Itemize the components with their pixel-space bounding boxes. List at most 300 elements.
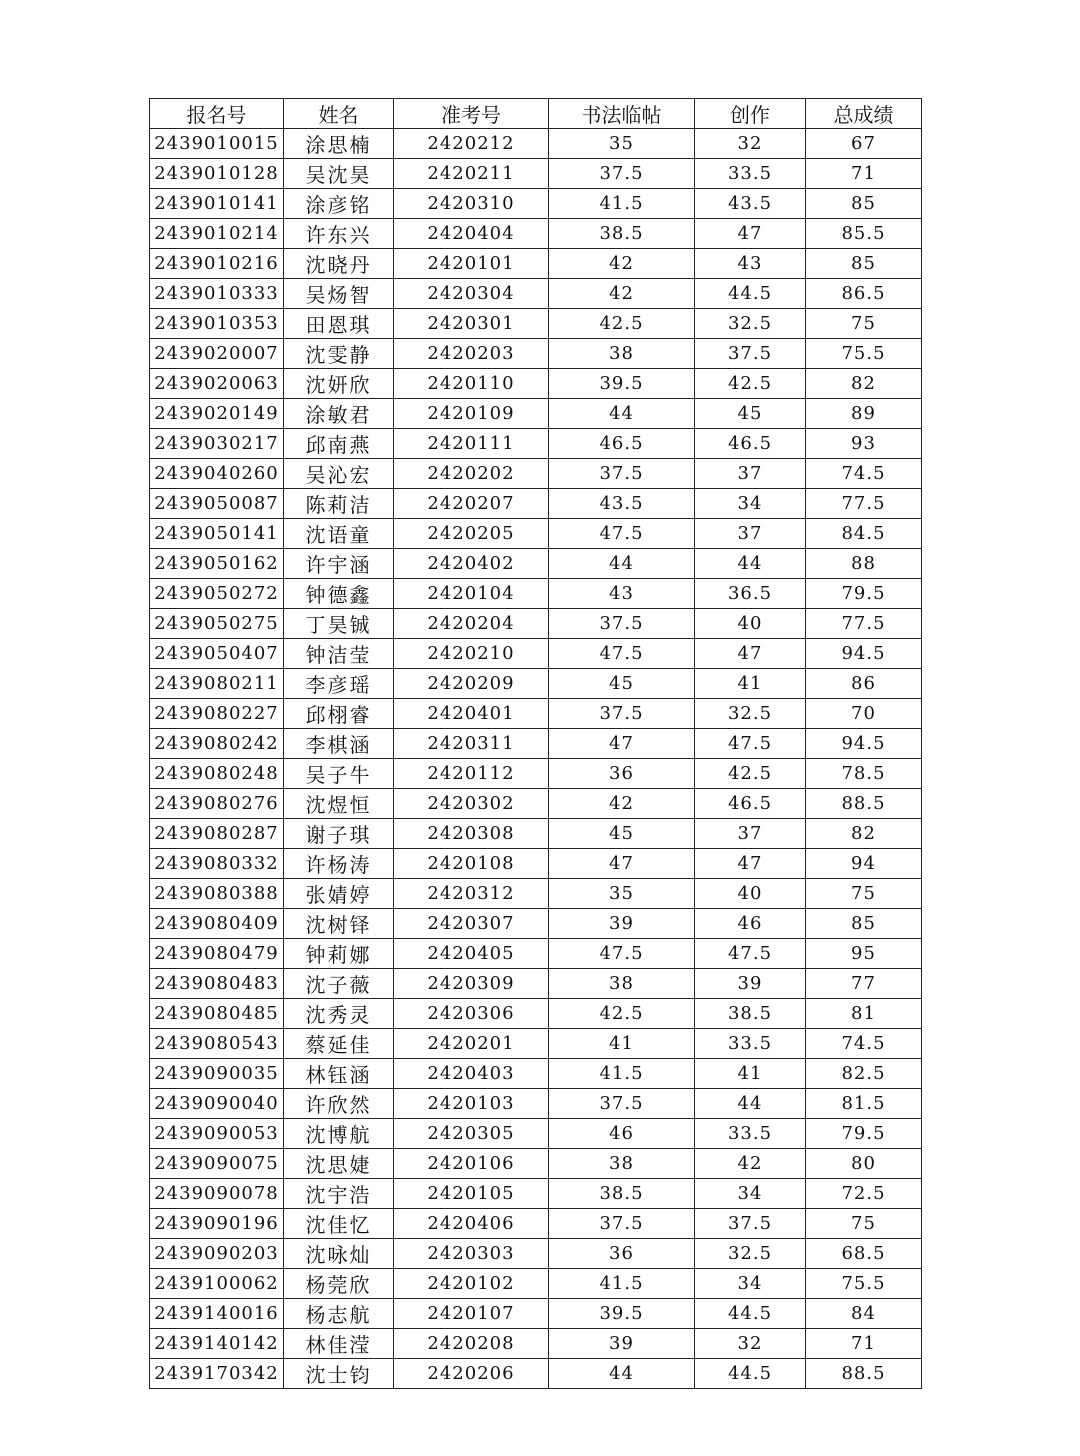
name-cell: 沈晓丹	[284, 249, 394, 279]
registration-number-cell: 2439010333	[150, 279, 284, 309]
exam-number-cell: 2420301	[394, 309, 549, 339]
creation-cell: 41	[695, 1059, 806, 1089]
table-header-row	[150, 99, 922, 129]
exam-number-cell: 2420102	[394, 1269, 549, 1299]
name-cell: 李彦瑶	[284, 669, 394, 699]
table-row	[150, 1179, 922, 1209]
total-score-cell: 82.5	[806, 1059, 922, 1089]
name-cell: 邱栩睿	[284, 699, 394, 729]
registration-number-cell: 2439050087	[150, 489, 284, 519]
calligraphy-copy-cell: 47.5	[549, 939, 695, 969]
total-score-cell: 71	[806, 159, 922, 189]
exam-number-cell: 2420406	[394, 1209, 549, 1239]
calligraphy-copy-cell: 45	[549, 819, 695, 849]
total-score-cell: 84.5	[806, 519, 922, 549]
table-row	[150, 969, 922, 999]
calligraphy-copy-cell: 42	[549, 249, 695, 279]
creation-cell: 34	[695, 1269, 806, 1299]
exam-number-cell: 2420302	[394, 789, 549, 819]
exam-number-cell: 2420202	[394, 459, 549, 489]
name-cell: 沈佳忆	[284, 1209, 394, 1239]
total-score-cell: 88	[806, 549, 922, 579]
table-row	[150, 279, 922, 309]
name-cell: 杨莞欣	[284, 1269, 394, 1299]
calligraphy-copy-cell: 42.5	[549, 309, 695, 339]
creation-cell: 37.5	[695, 1209, 806, 1239]
registration-number-cell: 2439080483	[150, 969, 284, 999]
exam-number-cell: 2420108	[394, 849, 549, 879]
header-registration-number: 报名号	[150, 99, 284, 129]
table-row	[150, 1209, 922, 1239]
exam-number-cell: 2420401	[394, 699, 549, 729]
total-score-cell: 75	[806, 1209, 922, 1239]
table-row	[150, 579, 922, 609]
registration-number-cell: 2439010128	[150, 159, 284, 189]
name-cell: 丁昊铖	[284, 609, 394, 639]
exam-number-cell: 2420207	[394, 489, 549, 519]
creation-cell: 45	[695, 399, 806, 429]
total-score-cell: 85	[806, 909, 922, 939]
registration-number-cell: 2439080332	[150, 849, 284, 879]
total-score-cell: 74.5	[806, 459, 922, 489]
exam-number-cell: 2420112	[394, 759, 549, 789]
total-score-cell: 75.5	[806, 339, 922, 369]
table-row	[150, 189, 922, 219]
exam-number-cell: 2420305	[394, 1119, 549, 1149]
creation-cell: 41	[695, 669, 806, 699]
creation-cell: 34	[695, 489, 806, 519]
creation-cell: 33.5	[695, 159, 806, 189]
registration-number-cell: 2439080211	[150, 669, 284, 699]
total-score-cell: 75	[806, 879, 922, 909]
calligraphy-copy-cell: 42	[549, 279, 695, 309]
table-row	[150, 369, 922, 399]
name-cell: 钟莉娜	[284, 939, 394, 969]
name-cell: 谢子琪	[284, 819, 394, 849]
calligraphy-copy-cell: 38.5	[549, 219, 695, 249]
creation-cell: 40	[695, 609, 806, 639]
table-row	[150, 129, 922, 159]
total-score-cell: 86.5	[806, 279, 922, 309]
table-row	[150, 489, 922, 519]
table-row	[150, 1299, 922, 1329]
calligraphy-copy-cell: 37.5	[549, 699, 695, 729]
calligraphy-copy-cell: 42.5	[549, 999, 695, 1029]
table-row	[150, 639, 922, 669]
exam-number-cell: 2420103	[394, 1089, 549, 1119]
creation-cell: 33.5	[695, 1029, 806, 1059]
creation-cell: 47.5	[695, 729, 806, 759]
creation-cell: 44.5	[695, 279, 806, 309]
total-score-cell: 81.5	[806, 1089, 922, 1119]
creation-cell: 33.5	[695, 1119, 806, 1149]
table-row	[150, 1089, 922, 1119]
creation-cell: 37.5	[695, 339, 806, 369]
exam-number-cell: 2420304	[394, 279, 549, 309]
name-cell: 林佳滢	[284, 1329, 394, 1359]
name-cell: 许东兴	[284, 219, 394, 249]
name-cell: 吴沈昊	[284, 159, 394, 189]
creation-cell: 46.5	[695, 429, 806, 459]
table-row	[150, 789, 922, 819]
calligraphy-copy-cell: 46	[549, 1119, 695, 1149]
creation-cell: 32	[695, 129, 806, 159]
table-row	[150, 939, 922, 969]
total-score-cell: 75	[806, 309, 922, 339]
name-cell: 钟德鑫	[284, 579, 394, 609]
calligraphy-copy-cell: 47.5	[549, 639, 695, 669]
total-score-cell: 85	[806, 249, 922, 279]
creation-cell: 46	[695, 909, 806, 939]
total-score-cell: 93	[806, 429, 922, 459]
registration-number-cell: 2439080242	[150, 729, 284, 759]
creation-cell: 44	[695, 549, 806, 579]
exam-number-cell: 2420403	[394, 1059, 549, 1089]
total-score-cell: 68.5	[806, 1239, 922, 1269]
registration-number-cell: 2439010141	[150, 189, 284, 219]
table-row	[150, 669, 922, 699]
calligraphy-copy-cell: 41	[549, 1029, 695, 1059]
exam-number-cell: 2420111	[394, 429, 549, 459]
total-score-cell: 94	[806, 849, 922, 879]
calligraphy-copy-cell: 46.5	[549, 429, 695, 459]
creation-cell: 44.5	[695, 1299, 806, 1329]
creation-cell: 42	[695, 1149, 806, 1179]
registration-number-cell: 2439170342	[150, 1359, 284, 1389]
exam-number-cell: 2420106	[394, 1149, 549, 1179]
calligraphy-copy-cell: 42	[549, 789, 695, 819]
table-row	[150, 429, 922, 459]
creation-cell: 39	[695, 969, 806, 999]
total-score-cell: 88.5	[806, 1359, 922, 1389]
registration-number-cell: 2439100062	[150, 1269, 284, 1299]
creation-cell: 32.5	[695, 309, 806, 339]
total-score-cell: 82	[806, 369, 922, 399]
name-cell: 许欣然	[284, 1089, 394, 1119]
registration-number-cell: 2439050141	[150, 519, 284, 549]
name-cell: 沈树铎	[284, 909, 394, 939]
calligraphy-copy-cell: 37.5	[549, 609, 695, 639]
name-cell: 蔡延佳	[284, 1029, 394, 1059]
calligraphy-copy-cell: 37.5	[549, 1089, 695, 1119]
name-cell: 陈莉洁	[284, 489, 394, 519]
table-row	[150, 1149, 922, 1179]
total-score-cell: 77.5	[806, 609, 922, 639]
calligraphy-copy-cell: 41.5	[549, 1059, 695, 1089]
table-row	[150, 609, 922, 639]
creation-cell: 34	[695, 1179, 806, 1209]
total-score-cell: 95	[806, 939, 922, 969]
exam-number-cell: 2420309	[394, 969, 549, 999]
table-row	[150, 219, 922, 249]
name-cell: 沈煜恒	[284, 789, 394, 819]
registration-number-cell: 2439020007	[150, 339, 284, 369]
creation-cell: 42.5	[695, 369, 806, 399]
registration-number-cell: 2439020149	[150, 399, 284, 429]
creation-cell: 43	[695, 249, 806, 279]
table-row	[150, 1239, 922, 1269]
name-cell: 许宇涵	[284, 549, 394, 579]
name-cell: 沈宇浩	[284, 1179, 394, 1209]
registration-number-cell: 2439090075	[150, 1149, 284, 1179]
creation-cell: 38.5	[695, 999, 806, 1029]
exam-number-cell: 2420104	[394, 579, 549, 609]
exam-number-cell: 2420204	[394, 609, 549, 639]
calligraphy-copy-cell: 38	[549, 969, 695, 999]
exam-number-cell: 2420402	[394, 549, 549, 579]
creation-cell: 32.5	[695, 1239, 806, 1269]
total-score-cell: 75.5	[806, 1269, 922, 1299]
header-total-score: 总成绩	[806, 99, 922, 129]
table-row	[150, 339, 922, 369]
registration-number-cell: 2439080388	[150, 879, 284, 909]
calligraphy-copy-cell: 41.5	[549, 189, 695, 219]
name-cell: 沈博航	[284, 1119, 394, 1149]
registration-number-cell: 2439050162	[150, 549, 284, 579]
exam-number-cell: 2420308	[394, 819, 549, 849]
calligraphy-copy-cell: 41.5	[549, 1269, 695, 1299]
exam-number-cell: 2420310	[394, 189, 549, 219]
table-row	[150, 699, 922, 729]
table-row	[150, 819, 922, 849]
table-row	[150, 879, 922, 909]
calligraphy-copy-cell: 44	[549, 399, 695, 429]
table-row	[150, 729, 922, 759]
header-creation: 创作	[695, 99, 806, 129]
name-cell: 邱南燕	[284, 429, 394, 459]
name-cell: 沈妍欣	[284, 369, 394, 399]
calligraphy-copy-cell: 39	[549, 1329, 695, 1359]
registration-number-cell: 2439010216	[150, 249, 284, 279]
creation-cell: 47	[695, 219, 806, 249]
name-cell: 田恩琪	[284, 309, 394, 339]
total-score-cell: 84	[806, 1299, 922, 1329]
creation-cell: 37	[695, 819, 806, 849]
exam-number-cell: 2420110	[394, 369, 549, 399]
total-score-cell: 78.5	[806, 759, 922, 789]
header-exam-number: 准考号	[394, 99, 549, 129]
exam-number-cell: 2420404	[394, 219, 549, 249]
creation-cell: 37	[695, 519, 806, 549]
name-cell: 涂彦铭	[284, 189, 394, 219]
calligraphy-copy-cell: 37.5	[549, 1209, 695, 1239]
registration-number-cell: 2439090040	[150, 1089, 284, 1119]
exam-number-cell: 2420206	[394, 1359, 549, 1389]
total-score-cell: 86	[806, 669, 922, 699]
exam-number-cell: 2420405	[394, 939, 549, 969]
registration-number-cell: 2439090203	[150, 1239, 284, 1269]
name-cell: 涂思楠	[284, 129, 394, 159]
total-score-cell: 71	[806, 1329, 922, 1359]
table-row	[150, 759, 922, 789]
name-cell: 沈思婕	[284, 1149, 394, 1179]
table-row	[150, 1269, 922, 1299]
total-score-cell: 77	[806, 969, 922, 999]
registration-number-cell: 2439080227	[150, 699, 284, 729]
calligraphy-copy-cell: 47	[549, 849, 695, 879]
total-score-cell: 72.5	[806, 1179, 922, 1209]
registration-number-cell: 2439080287	[150, 819, 284, 849]
table-row	[150, 159, 922, 189]
total-score-cell: 77.5	[806, 489, 922, 519]
exam-number-cell: 2420201	[394, 1029, 549, 1059]
table-row	[150, 249, 922, 279]
table-row	[150, 909, 922, 939]
name-cell: 林钰涵	[284, 1059, 394, 1089]
total-score-cell: 88.5	[806, 789, 922, 819]
exam-number-cell: 2420101	[394, 249, 549, 279]
total-score-cell: 74.5	[806, 1029, 922, 1059]
table-row	[150, 459, 922, 489]
creation-cell: 32.5	[695, 699, 806, 729]
table-row	[150, 1359, 922, 1389]
total-score-cell: 85	[806, 189, 922, 219]
exam-number-cell: 2420210	[394, 639, 549, 669]
creation-cell: 37	[695, 459, 806, 489]
total-score-cell: 80	[806, 1149, 922, 1179]
total-score-cell: 94.5	[806, 639, 922, 669]
total-score-cell: 82	[806, 819, 922, 849]
registration-number-cell: 2439080409	[150, 909, 284, 939]
calligraphy-copy-cell: 44	[549, 1359, 695, 1389]
name-cell: 沈咏灿	[284, 1239, 394, 1269]
exam-number-cell: 2420306	[394, 999, 549, 1029]
creation-cell: 46.5	[695, 789, 806, 819]
calligraphy-copy-cell: 38	[549, 339, 695, 369]
calligraphy-copy-cell: 43	[549, 579, 695, 609]
registration-number-cell: 2439080479	[150, 939, 284, 969]
exam-number-cell: 2420312	[394, 879, 549, 909]
registration-number-cell: 2439140142	[150, 1329, 284, 1359]
calligraphy-copy-cell: 43.5	[549, 489, 695, 519]
exam-number-cell: 2420209	[394, 669, 549, 699]
registration-number-cell: 2439080543	[150, 1029, 284, 1059]
exam-number-cell: 2420303	[394, 1239, 549, 1269]
calligraphy-copy-cell: 36	[549, 759, 695, 789]
creation-cell: 42.5	[695, 759, 806, 789]
exam-number-cell: 2420205	[394, 519, 549, 549]
name-cell: 吴子牛	[284, 759, 394, 789]
creation-cell: 44	[695, 1089, 806, 1119]
exam-number-cell: 2420109	[394, 399, 549, 429]
exam-number-cell: 2420208	[394, 1329, 549, 1359]
calligraphy-copy-cell: 39.5	[549, 1299, 695, 1329]
table-row	[150, 849, 922, 879]
table-body	[150, 129, 922, 1389]
calligraphy-copy-cell: 36	[549, 1239, 695, 1269]
creation-cell: 47	[695, 849, 806, 879]
score-table	[149, 98, 922, 1389]
creation-cell: 43.5	[695, 189, 806, 219]
name-cell: 沈子薇	[284, 969, 394, 999]
exam-number-cell: 2420212	[394, 129, 549, 159]
table-row	[150, 519, 922, 549]
calligraphy-copy-cell: 35	[549, 129, 695, 159]
table-row	[150, 1329, 922, 1359]
registration-number-cell: 2439090053	[150, 1119, 284, 1149]
registration-number-cell: 2439080248	[150, 759, 284, 789]
header-calligraphy-copy: 书法临帖	[549, 99, 695, 129]
header-name: 姓名	[284, 99, 394, 129]
name-cell: 沈秀灵	[284, 999, 394, 1029]
registration-number-cell: 2439080276	[150, 789, 284, 819]
registration-number-cell: 2439080485	[150, 999, 284, 1029]
calligraphy-copy-cell: 37.5	[549, 459, 695, 489]
name-cell: 沈雯静	[284, 339, 394, 369]
name-cell: 钟洁莹	[284, 639, 394, 669]
total-score-cell: 94.5	[806, 729, 922, 759]
total-score-cell: 81	[806, 999, 922, 1029]
name-cell: 许杨涛	[284, 849, 394, 879]
exam-number-cell: 2420311	[394, 729, 549, 759]
table-row	[150, 1119, 922, 1149]
table-row	[150, 399, 922, 429]
creation-cell: 40	[695, 879, 806, 909]
creation-cell: 44.5	[695, 1359, 806, 1389]
table-row	[150, 1059, 922, 1089]
table-row	[150, 1029, 922, 1059]
calligraphy-copy-cell: 37.5	[549, 159, 695, 189]
calligraphy-copy-cell: 44	[549, 549, 695, 579]
registration-number-cell: 2439010214	[150, 219, 284, 249]
registration-number-cell: 2439050407	[150, 639, 284, 669]
table-row	[150, 549, 922, 579]
name-cell: 沈士钧	[284, 1359, 394, 1389]
calligraphy-copy-cell: 45	[549, 669, 695, 699]
calligraphy-copy-cell: 47.5	[549, 519, 695, 549]
total-score-cell: 89	[806, 399, 922, 429]
registration-number-cell: 2439090078	[150, 1179, 284, 1209]
creation-cell: 32	[695, 1329, 806, 1359]
exam-number-cell: 2420105	[394, 1179, 549, 1209]
exam-number-cell: 2420211	[394, 159, 549, 189]
name-cell: 吴沁宏	[284, 459, 394, 489]
creation-cell: 36.5	[695, 579, 806, 609]
calligraphy-copy-cell: 38	[549, 1149, 695, 1179]
table-row	[150, 999, 922, 1029]
exam-number-cell: 2420203	[394, 339, 549, 369]
name-cell: 涂敏君	[284, 399, 394, 429]
creation-cell: 47	[695, 639, 806, 669]
name-cell: 张婧婷	[284, 879, 394, 909]
name-cell: 李棋涵	[284, 729, 394, 759]
calligraphy-copy-cell: 39	[549, 909, 695, 939]
name-cell: 吴炀智	[284, 279, 394, 309]
calligraphy-copy-cell: 47	[549, 729, 695, 759]
calligraphy-copy-cell: 39.5	[549, 369, 695, 399]
registration-number-cell: 2439010353	[150, 309, 284, 339]
calligraphy-copy-cell: 35	[549, 879, 695, 909]
total-score-cell: 67	[806, 129, 922, 159]
creation-cell: 47.5	[695, 939, 806, 969]
total-score-cell: 70	[806, 699, 922, 729]
calligraphy-copy-cell: 38.5	[549, 1179, 695, 1209]
registration-number-cell: 2439090035	[150, 1059, 284, 1089]
registration-number-cell: 2439010015	[150, 129, 284, 159]
registration-number-cell: 2439020063	[150, 369, 284, 399]
registration-number-cell: 2439140016	[150, 1299, 284, 1329]
registration-number-cell: 2439040260	[150, 459, 284, 489]
name-cell: 杨志航	[284, 1299, 394, 1329]
registration-number-cell: 2439030217	[150, 429, 284, 459]
total-score-cell: 79.5	[806, 579, 922, 609]
total-score-cell: 79.5	[806, 1119, 922, 1149]
table-row	[150, 309, 922, 339]
name-cell: 沈语童	[284, 519, 394, 549]
total-score-cell: 85.5	[806, 219, 922, 249]
exam-number-cell: 2420307	[394, 909, 549, 939]
registration-number-cell: 2439050275	[150, 609, 284, 639]
